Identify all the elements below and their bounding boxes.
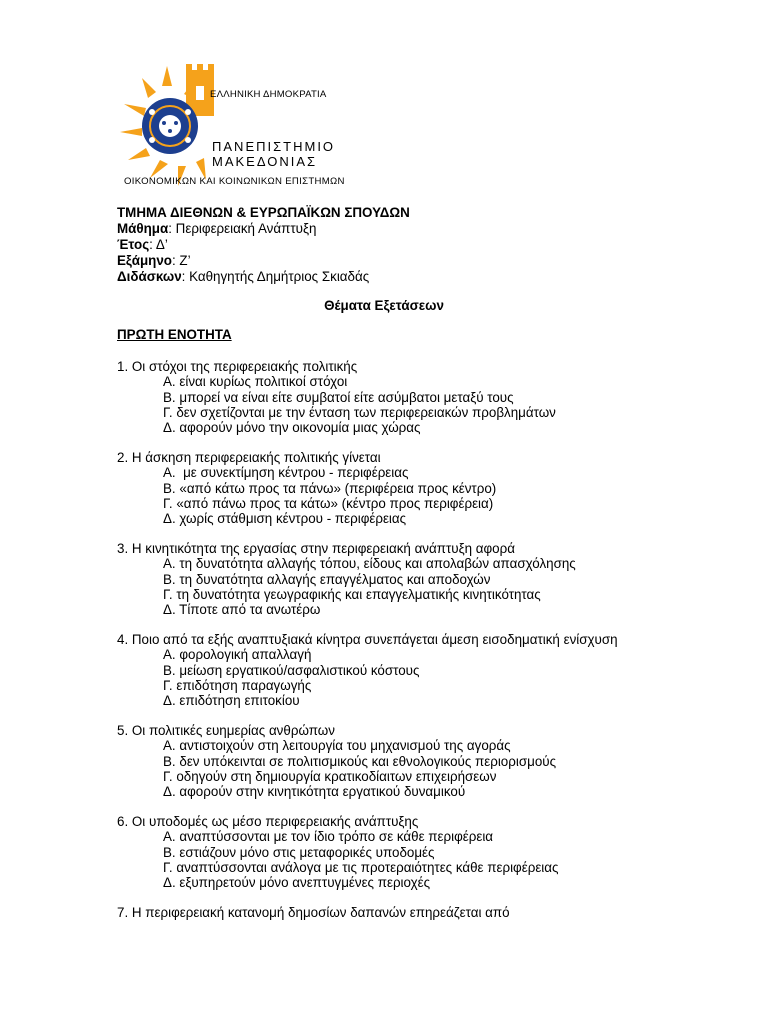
answer-option: Α. τη δυνατότητα αλλαγής τόπου, είδους και απολαβών απασχόλησης bbox=[163, 556, 576, 572]
year-value: : Δ’ bbox=[149, 237, 168, 252]
year-label: Έτος bbox=[117, 237, 150, 252]
answer-option: Δ. Τίποτε από τα ανωτέρω bbox=[163, 602, 321, 618]
answer-option: Α. αντιστοιχούν στη λειτουργία του μηχανισμού της αγοράς bbox=[163, 738, 511, 754]
course-label: Μάθημα bbox=[117, 221, 169, 236]
answer-option: Β. «από κάτω προς τα πάνω» (περιφέρεια προς κέντρο) bbox=[163, 480, 497, 496]
answer-option: Α. αναπτύσσονται με τον ίδιο τρόπο σε κάθε περιφέρεια bbox=[163, 829, 494, 845]
question-stem: 2. Η άσκηση περιφερειακής πολιτικής γίνεται bbox=[117, 449, 381, 465]
answer-option: Β. δεν υπόκεινται σε πολιτισμικούς και εθνολογικούς περιορισμούς bbox=[163, 753, 557, 769]
question-stem: 4. Ποιο από τα εξής αναπτυξιακά κίνητρα συνεπάγεται άμεση εισοδηματική ενίσχυση bbox=[117, 631, 618, 647]
answer-option: Β. μπορεί να είναι είτε συμβατοί είτε ασύμβατοι μεταξύ τους bbox=[163, 389, 514, 405]
section-title: ΠΡΩΤΗ ΕΝΟΤΗΤΑ bbox=[117, 327, 232, 342]
semester-label: Εξάμηνο bbox=[117, 253, 172, 268]
question-stem: 5. Οι πολιτικές ευημερίας ανθρώπων bbox=[117, 722, 335, 738]
course-line bbox=[117, 221, 410, 237]
logo-faculty-text: ΟΙΚΟΝΟΜΙΚΩΝ ΚΑΙ ΚΟΙΝΩΝΙΚΩΝ ΕΠΙΣΤΗΜΩΝ bbox=[124, 176, 345, 187]
course-header bbox=[117, 205, 410, 285]
answer-option: Γ. οδηγούν στη δημιουργία κρατικοδίαιτων επιχειρήσεων bbox=[163, 768, 497, 784]
answer-option: Δ. επιδότηση επιτοκίου bbox=[163, 693, 300, 709]
question-item bbox=[117, 541, 737, 617]
instructor-value: : Καθηγητής Δημήτριος Σκιαδάς bbox=[181, 269, 370, 284]
year-line bbox=[117, 237, 410, 253]
answer-option: Α. είναι κυρίως πολιτικοί στόχοι bbox=[163, 374, 348, 390]
logo-country-text: ΕΛΛΗΝΙΚΗ ΔΗΜΟΚΡΑΤΙΑ bbox=[210, 89, 327, 100]
question-stem: 6. Οι υποδομές ως μέσο περιφερειακής ανάπτυξης bbox=[117, 813, 419, 829]
question-item bbox=[117, 450, 737, 526]
answer-option: Δ. αφορούν μόνο την οικονομία μιας χώρας bbox=[163, 420, 421, 436]
logo-university-text bbox=[212, 139, 335, 169]
department-name: ΤΜΗΜΑ ΔΙΕΘΝΩΝ & ΕΥΡΩΠΑΪΚΩΝ ΣΠΟΥΔΩΝ bbox=[117, 205, 410, 220]
instructor-label: Διδάσκων bbox=[117, 269, 182, 284]
answer-option: Γ. αναπτύσσονται ανάλογα με τις προτεραιότητες κάθε περιφέρειας bbox=[163, 859, 559, 875]
question-stem: 7. Η περιφερειακή κατανομή δημοσίων δαπανών επηρεάζεται από bbox=[117, 904, 510, 920]
answer-option: Α. φορολογική απαλλαγή bbox=[163, 647, 312, 663]
answer-option: Β. τη δυνατότητα αλλαγής επαγγέλματος και αποδοχών bbox=[163, 571, 491, 587]
question-item bbox=[117, 723, 737, 799]
university-logo bbox=[112, 56, 372, 196]
answer-option: Γ. επιδότηση παραγωγής bbox=[163, 677, 312, 693]
logo-university-line1: ΠΑΝΕΠΙΣΤΗΜΙΟ bbox=[212, 139, 336, 154]
answer-option: Δ. εξυπηρετούν μόνο ανεπτυγμένες περιοχές bbox=[163, 875, 431, 891]
answer-option: Γ. τη δυνατότητα γεωγραφικής και επαγγελματικής κινητικότητας bbox=[163, 586, 541, 602]
answer-option: Γ. «από πάνω προς τα κάτω» (κέντρο προς περιφέρεια) bbox=[163, 495, 494, 511]
question-item bbox=[117, 632, 737, 708]
instructor-line bbox=[117, 269, 410, 285]
course-value: : Περιφερειακή Ανάπτυξη bbox=[168, 221, 317, 236]
answer-option: Δ. αφορούν στην κινητικότητα εργατικού δυναμικού bbox=[163, 784, 466, 800]
answer-option: Α. με συνεκτίμηση κέντρου - περιφέρειας bbox=[163, 465, 409, 481]
exam-title: Θέματα Εξετάσεων bbox=[324, 298, 444, 313]
question-item bbox=[117, 359, 737, 435]
question-list bbox=[117, 359, 737, 935]
logo-university-line2: ΜΑΚΕΔΟΝΙΑΣ bbox=[212, 154, 318, 169]
question-stem: 3. Η κινητικότητα της εργασίας στην περιφερειακή ανάπτυξη αφορά bbox=[117, 540, 515, 556]
answer-option: Δ. χωρίς στάθμιση κέντρου - περιφέρειας bbox=[163, 511, 407, 527]
question-item bbox=[117, 905, 737, 920]
answer-option: Β. μείωση εργατικού/ασφαλιστικού κόστους bbox=[163, 662, 420, 678]
answer-option: Β. εστιάζουν μόνο στις μεταφορικές υποδομές bbox=[163, 844, 435, 860]
answer-option: Γ. δεν σχετίζονται με την ένταση των περιφερειακών προβλημάτων bbox=[163, 404, 556, 420]
question-stem: 1. Οι στόχοι της περιφερειακής πολιτικής bbox=[117, 359, 358, 374]
question-item bbox=[117, 814, 737, 890]
semester-value: : Ζ’ bbox=[171, 253, 191, 268]
semester-line bbox=[117, 253, 410, 269]
